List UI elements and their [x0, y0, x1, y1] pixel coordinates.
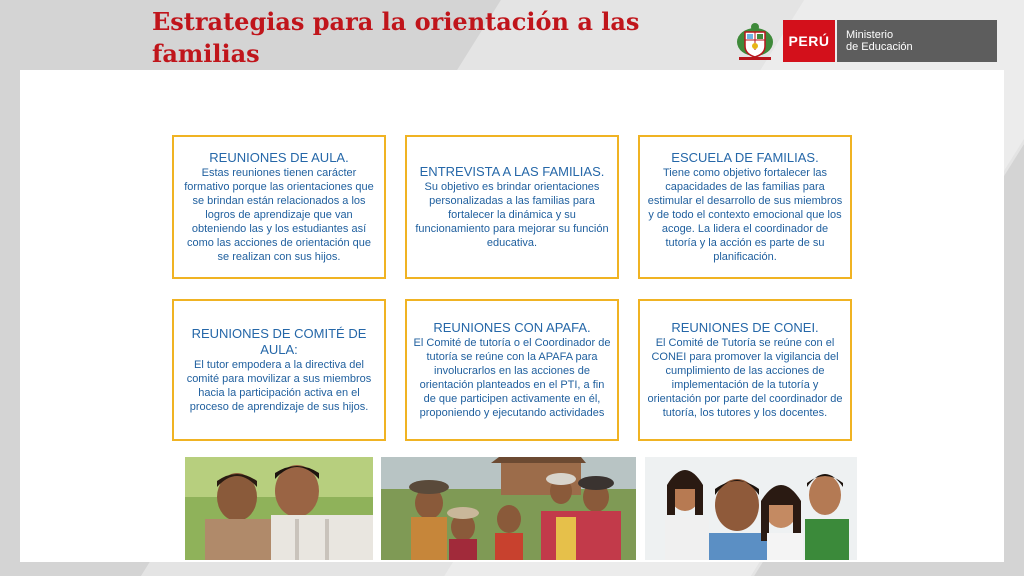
card-apafa — [405, 299, 619, 441]
card-text: El Comité de tutoría o el Coordinador de tutoría se reúne con la APAFA para involucrarlos en las acciones de orientación planteados en el PTI, a fin de que participen activamente en él, proponiendo y ejecutando actividades — [413, 337, 611, 419]
card-title: ENTREVISTA A LAS FAMILIAS. — [419, 164, 605, 179]
card-title: REUNIONES DE AULA. — [209, 150, 349, 165]
card-title: REUNIONES DE CONEI. — [671, 320, 819, 335]
content-panel — [20, 70, 1004, 562]
coat-of-arms-icon — [735, 20, 775, 62]
card-text: El tutor empodera a la directiva del comité para movilizar a sus miembros hacia la participación activa en el proceso de aprendizaje de sus hijos. — [186, 359, 372, 413]
card-reuniones-aula — [172, 135, 386, 279]
card-entrevista-familias — [405, 135, 619, 279]
photo-father-son — [185, 457, 373, 560]
ministry-logo — [735, 20, 997, 62]
photo-rural-family — [381, 457, 636, 560]
ministry-line-2: de Educación — [846, 41, 913, 53]
card-text: Su objetivo es brindar orientaciones personalizadas a las familias para fortalecer la dinámica y su funcionamiento para mejorar su función educativa. — [415, 181, 609, 249]
card-text: El Comité de Tutoría se reúne con el CONEI para promover la vigilancia del cumplimiento de las acciones de implementación de la tutoría y orientación por parte del coordinador de tutoría, los tutores y los docentes. — [647, 337, 843, 419]
card-conei — [638, 299, 852, 441]
photo-smiling-family — [645, 457, 857, 560]
card-text: Tiene como objetivo fortalecer las capacidades de las familias para estimular el desarrollo de sus miembros y de todo el contexto emocional que los acoge. La lidera el coordinador de tutoría y la acción es parte de su planificación. — [647, 167, 843, 263]
peru-label: PERÚ — [783, 20, 835, 62]
card-comite-aula — [172, 299, 386, 441]
card-title: REUNIONES CON APAFA. — [433, 320, 591, 335]
ministry-label — [837, 20, 997, 62]
card-title: ESCUELA DE FAMILIAS. — [671, 150, 819, 165]
page-title: Estrategias para la orientación a las familias — [152, 7, 640, 68]
card-escuela-familias — [638, 135, 852, 279]
card-title: REUNIONES DE COMITÉ DE AULA: — [191, 326, 367, 357]
ministry-line-1: Ministerio — [846, 29, 894, 41]
card-text: Estas reuniones tienen carácter formativo porque las orientaciones que se brindan están relacionados a los logros de aprendizaje que van obteniendo las y los estudiantes así como las acciones de orientación que se realizan con sus hijos. — [184, 167, 374, 263]
